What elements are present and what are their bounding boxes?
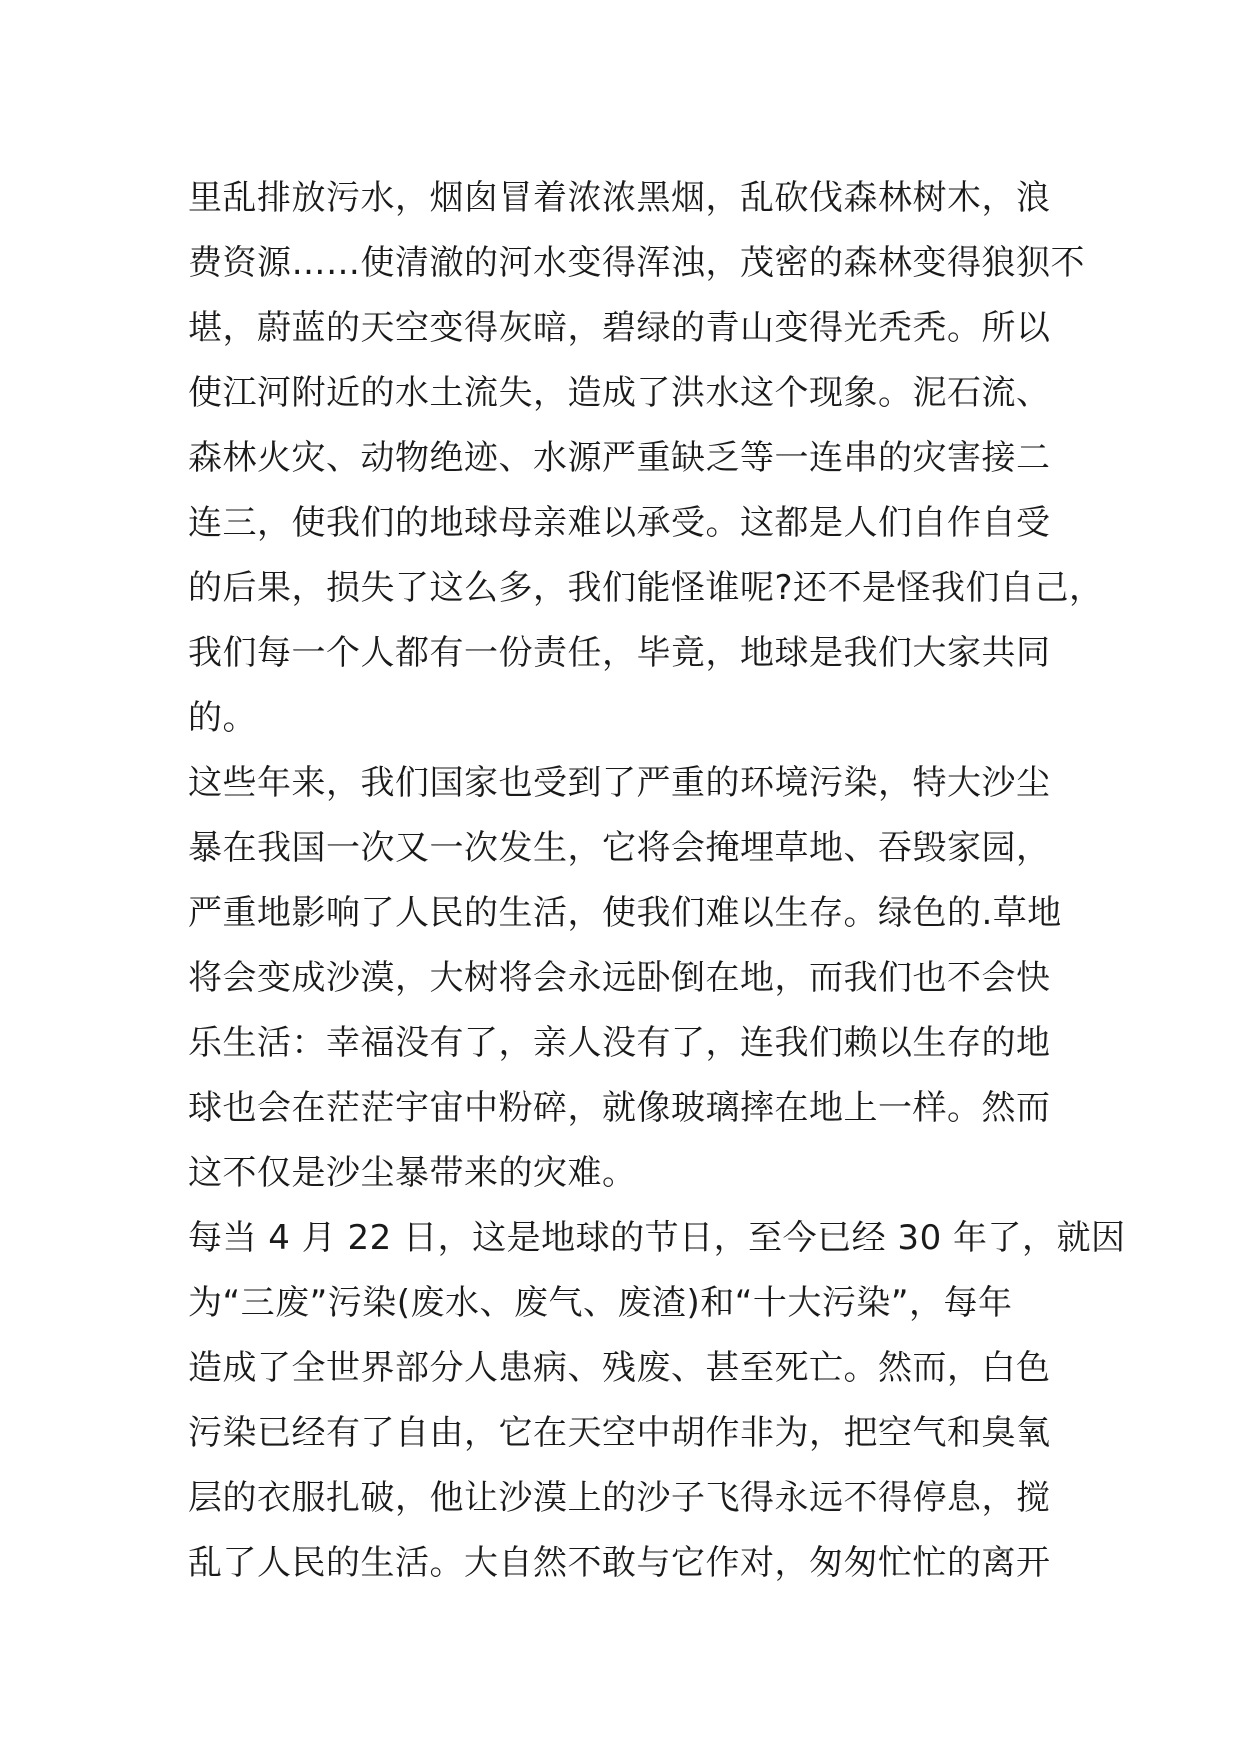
- text-line: 污染已经有了自由，它在天空中胡作非为，把空气和臭氧: [188, 1413, 1051, 1453]
- text-line: 将会变成沙漠，大树将会永远卧倒在地，而我们也不会快: [188, 958, 1051, 998]
- text-line: 造成了全世界部分人患病、残废、甚至死亡。然而，白色: [188, 1348, 1051, 1388]
- text-line: 里乱排放污水，烟囱冒着浓浓黑烟，乱砍伐森林树木，浪: [188, 178, 1051, 218]
- text-line: 球也会在茫茫宇宙中粉碎，就像玻璃摔在地上一样。然而: [188, 1088, 1051, 1128]
- text-line: 层的衣服扎破，他让沙漠上的沙子飞得永远不得停息，搅: [188, 1478, 1051, 1518]
- body-text: [188, 166, 1126, 1596]
- text-line: 乱了人民的生活。大自然不敢与它作对，匆匆忙忙的离开: [188, 1543, 1051, 1583]
- text-line: 堪，蔚蓝的天空变得灰暗，碧绿的青山变得光秃秃。所以: [188, 308, 1051, 348]
- text-line: 严重地影响了人民的生活，使我们难以生存。绿色的.草地: [188, 893, 1062, 933]
- text-line: 的后果，损失了这么多，我们能怪谁呢?还不是怪我们自己，: [188, 568, 1104, 608]
- text-line: 森林火灾、动物绝迹、水源严重缺乏等一连串的灾害接二: [188, 438, 1051, 478]
- text-line: 这些年来，我们国家也受到了严重的环境污染，特大沙尘: [188, 763, 1051, 803]
- text-line: 每当 4 月 22 日，这是地球的节日，至今已经 30 年了，就因: [188, 1218, 1126, 1258]
- text-line: 费资源……使清澈的河水变得浑浊，茂密的森林变得狼狈不: [188, 243, 1085, 283]
- text-line: 连三，使我们的地球母亲难以承受。这都是人们自作自受: [188, 503, 1051, 543]
- text-line: 使江河附近的水土流失，造成了洪水这个现象。泥石流、: [188, 373, 1051, 413]
- text-line: 为“三废”污染(废水、废气、废渣)和“十大污染”，每年: [188, 1283, 1013, 1323]
- text-line: 乐生活：幸福没有了，亲人没有了，连我们赖以生存的地: [188, 1023, 1051, 1063]
- text-line: 这不仅是沙尘暴带来的灾难。: [188, 1153, 637, 1193]
- text-line: 的。: [188, 698, 257, 738]
- text-line: 我们每一个人都有一份责任，毕竟，地球是我们大家共同: [188, 633, 1051, 673]
- text-line: 暴在我国一次又一次发生，它将会掩埋草地、吞毁家园，: [188, 828, 1051, 868]
